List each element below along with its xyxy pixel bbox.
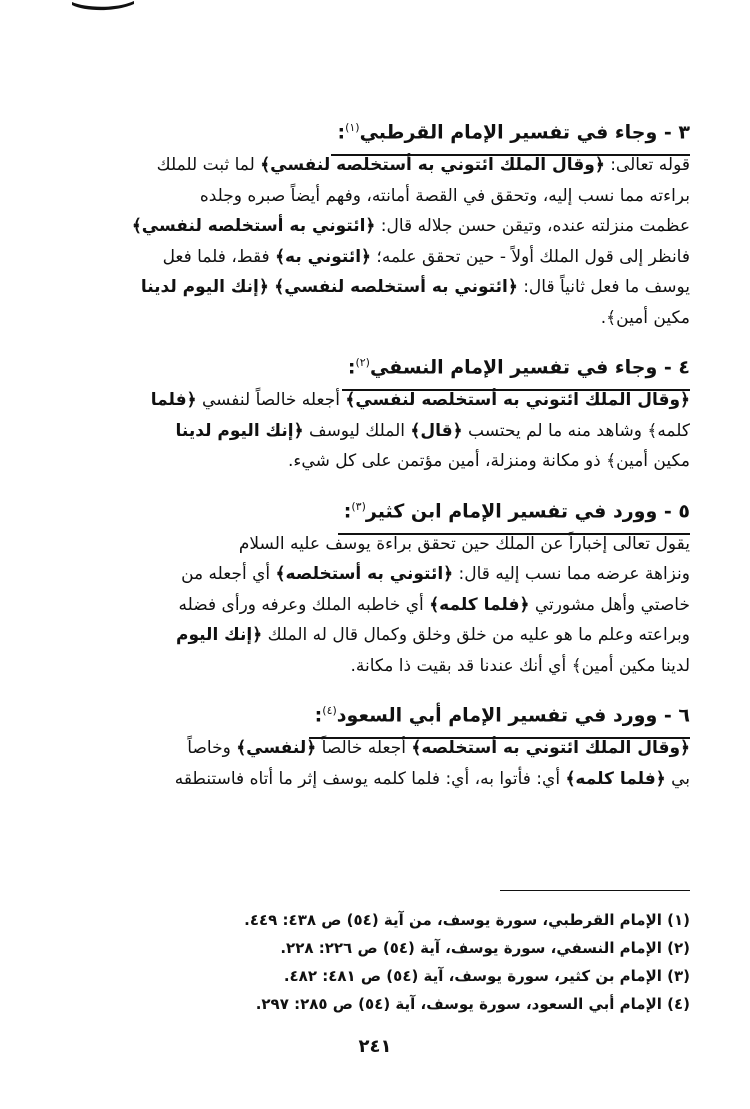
text-line: عظمت منزلته عنده، وتيقن حسن جلاله قال: ﴿ائتوني به أستخلصه لنفسي﴾ [131,216,690,236]
quran-quote: ﴿وقال الملك ائتوني به أستخلصه﴾ [411,738,690,758]
text-line: وبراعته وعلم ما هو عليه من خلق وخلق وكمال قال له الملك ﴿إنك اليوم [176,625,690,645]
quran-quote: ﴿ائتوني به أستخلصه لنفسي﴾ [131,216,376,236]
text-line: يقول تعالى إخباراً عن الملك حين تحقق براءة يوسف عليه السلام [238,533,690,554]
section-paragraph [100,529,690,682]
footnote: (١) الإمام القرطبي، سورة يوسف، من آية (٥٤) ص ٤٣٨: ٤٤٩. [244,911,690,929]
page-number: ٢٤١ [358,1036,392,1057]
footnote-divider [500,890,690,891]
section-heading: ٦ - وورد في تفسير الإمام أبي السعود$^{(٤)}$: [100,691,690,733]
text-line: ﴿وقال الملك ائتوني به أستخلصه لنفسي﴾ أجعله خالصاً لنفسي ﴿فلما [150,390,690,410]
text-line: ونزاهة عرضه مما نسب إليه قال: ﴿ائتوني به أستخلصه﴾ أي أجعله من [181,564,690,584]
quran-quote: ﴿إنك اليوم [176,625,263,645]
text-line: براءته مما نسب إليه، وتحقق في القصة أمانته، وفهم أيضاً صبره وجلده [199,185,690,206]
section-paragraph [100,150,690,333]
footnote-ref: (٣) [351,499,366,513]
quran-quote: ﴿وقال الملك ائتوني به أستخلصه لنفسي﴾ [260,155,605,175]
quran-quote: ﴿لنفسي﴾ [236,738,317,758]
section-heading: ٥ - وورد في تفسير الإمام ابن كثير$^{(٣)}$: [100,487,690,529]
quran-quote: ﴿قال﴾ [410,420,463,441]
section-abi-al-saud [100,691,690,794]
text-line: لدينا مكين أمين﴾ أي أنك عندنا قد بقيت ذا مكانة. [350,655,690,676]
text-line: خاصتي وأهل مشورتي ﴿فلما كلمه﴾ أي خاطبه الملك وعرفه ورأى فضله [178,594,690,615]
section-paragraph [100,733,690,794]
quran-quote: ﴿وقال الملك ائتوني به أستخلصه لنفسي﴾ [345,390,690,410]
quran-quote: ﴿فلما [150,390,197,410]
text-line: فانظر إلى قول الملك أولاً - حين تحقق علمه؛ ﴿ائتوني به﴾ فقط، فلما فعل [162,246,690,267]
section-nasafi [100,343,690,477]
footnote: (٣) الإمام بن كثير، سورة يوسف، آية (٥٤) ص ٤٨١: ٤٨٢. [283,967,690,985]
section-paragraph [100,385,690,477]
text-line: مكين أمين﴾. [600,307,690,328]
text-line: مكين أمين﴾ ذو مكانة ومنزلة، أمين مؤتمن على كل شيء. [288,451,690,471]
section-qurtubi [100,108,690,333]
section-heading: ٣ - وجاء في تفسير الإمام القرطبي$^{(١)}$: [100,108,690,150]
footnote-ref: (٢) [355,356,370,369]
page-body [100,108,690,804]
section-heading: ٤ - وجاء في تفسير الإمام النسفي$^{(٢)}$: [100,343,690,385]
quran-quote: ﴿فلما كلمه﴾ [429,594,530,615]
quran-quote: ﴿ائتوني به﴾ [275,246,372,267]
quran-quote: ﴿إنك اليوم لدينا [175,420,304,441]
text-line: ﴿وقال الملك ائتوني به أستخلصه﴾ أجعله خالصاً ﴿لنفسي﴾ وخاصاً [187,738,690,758]
quran-quote: ﴿فلما كلمه﴾ [565,768,666,789]
footnotes [150,906,690,1018]
page-corner-mark [72,0,134,12]
quran-quote: ﴿إنك اليوم لدينا [140,277,269,297]
quran-quote: ﴿ائتوني به أستخلصه لنفسي﴾ [274,277,518,297]
section-ibn-kathir [100,487,690,682]
text-line: كلمه﴾ وشاهد منه ما لم يحتسب ﴿قال﴾ الملك ليوسف ﴿إنك اليوم لدينا [175,420,690,441]
quran-quote: ﴿ائتوني به أستخلصه﴾ [275,564,454,584]
text-line: بي ﴿فلما كلمه﴾ أي: فأتوا به، أي: فلما كلمه يوسف إثر ما أتاه فاستنطقه [174,768,690,789]
text-line: قوله تعالى: ﴿وقال الملك ائتوني به أستخلصه لنفسي﴾ لما ثبت للملك [156,155,690,175]
footnote-ref: (٤) [322,704,337,717]
footnote: (٢) الإمام النسفي، سورة يوسف، آية (٥٤) ص ٢٢٦: ٢٢٨. [280,939,690,957]
text-line: يوسف ما فعل ثانياً قال: ﴿ائتوني به أستخلصه لنفسي﴾ ﴿إنك اليوم لدينا [140,277,690,297]
footnote-ref: (١) [345,121,360,134]
footnote: (٤) الإمام أبي السعود، سورة يوسف، آية (٥٤) ص ٢٨٥: ٢٩٧. [255,995,690,1013]
